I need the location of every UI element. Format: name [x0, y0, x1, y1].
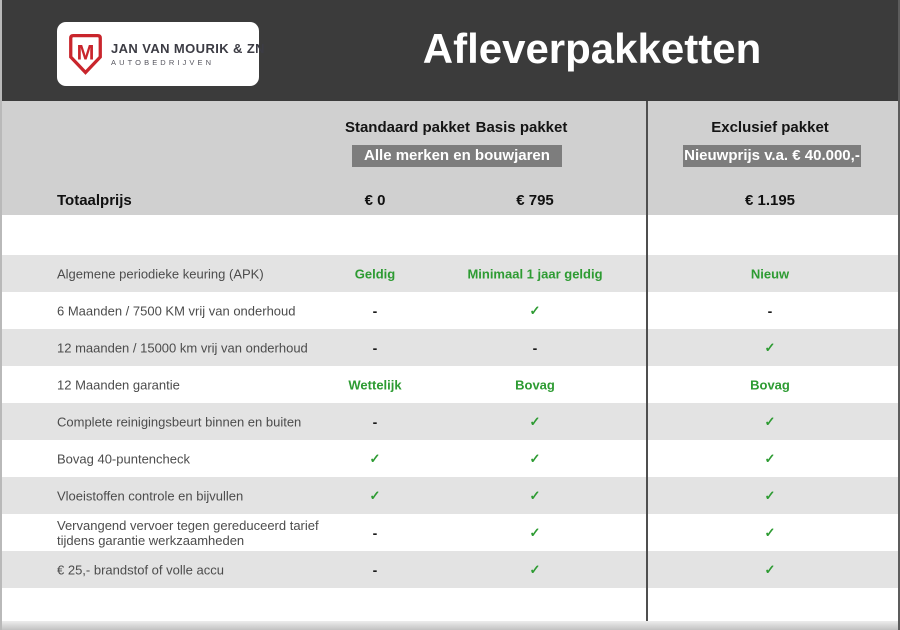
feature-label: Complete reinigingsbeurt binnen en buiten [57, 414, 302, 429]
value-standaard: - [372, 413, 378, 430]
logo-monogram: M [76, 39, 95, 64]
logo-shield-icon [69, 34, 102, 75]
company-logo [57, 22, 265, 86]
value-basis: Minimaal 1 jaar geldig [467, 266, 603, 281]
value-basis: ✓ [529, 302, 541, 318]
badge-alle-merken: Alle merken en bouwjaren [352, 145, 562, 167]
logo-subtitle: AUTOBEDRIJVEN [111, 58, 215, 67]
value-standaard: - [372, 524, 378, 541]
logo-text [111, 41, 265, 67]
value-exclusief: ✓ [764, 561, 776, 577]
total-price-standaard: € 0 [364, 192, 386, 209]
table-row [2, 403, 898, 440]
value-exclusief: Nieuw [750, 266, 790, 281]
value-standaard: Wettelijk [348, 377, 402, 392]
value-standaard: ✓ [369, 487, 381, 503]
value-basis: ✓ [529, 524, 541, 540]
value-basis: ✓ [529, 561, 541, 577]
table-row [2, 477, 898, 514]
feature-label: Bovag 40-puntencheck [57, 451, 190, 466]
value-standaard: - [372, 561, 378, 578]
column-header-basis-pakket: Basis pakket [475, 119, 568, 136]
bottom-strip [2, 621, 898, 630]
column-header-standaard-pakket: Standaard pakket [344, 119, 471, 136]
badge-nieuwprijs: Nieuwprijs v.a. € 40.000,- [683, 145, 861, 167]
value-basis: ✓ [529, 487, 541, 503]
feature-label: Algemene periodieke keuring (APK) [57, 266, 264, 281]
table-row [2, 292, 898, 329]
feature-label: 6 Maanden / 7500 KM vrij van onderhoud [57, 303, 296, 318]
value-basis: ✓ [529, 450, 541, 466]
total-price-basis: € 795 [516, 192, 554, 209]
table-row [2, 514, 898, 551]
header [2, 0, 898, 101]
feature-label: Vervangend vervoer tegen gereduceerd tarief tijdens garantie werkzaamheden [57, 517, 319, 548]
package-header-band [2, 101, 898, 215]
feature-label: 12 maanden / 15000 km vrij van onderhoud [57, 340, 308, 355]
feature-label: € 25,- brandstof of volle accu [57, 562, 224, 577]
value-exclusief: Bovag [750, 377, 790, 392]
table-row [2, 440, 898, 477]
value-standaard: ✓ [369, 450, 381, 466]
table-row [2, 255, 898, 292]
value-basis: Bovag [515, 377, 555, 392]
total-price-label: Totaalprijs [57, 192, 132, 209]
value-standaard: - [372, 302, 378, 319]
value-exclusief: - [767, 302, 773, 319]
logo-company-name: JAN VAN MOURIK & ZN [111, 41, 265, 56]
column-divider [646, 101, 648, 622]
feature-label: Vloeistoffen controle en bijvullen [57, 488, 244, 503]
column-header-exclusief-pakket: Exclusief pakket [711, 119, 829, 136]
value-exclusief: ✓ [764, 524, 776, 540]
table-row [2, 551, 898, 588]
table-row [2, 366, 898, 403]
feature-label: 12 Maanden garantie [57, 377, 180, 392]
value-basis: - [532, 339, 538, 356]
feature-table [2, 255, 898, 588]
value-exclusief: ✓ [764, 450, 776, 466]
value-basis: ✓ [529, 413, 541, 429]
total-price-exclusief: € 1.195 [744, 192, 796, 209]
table-row [2, 329, 898, 366]
page-title: Afleverpakketten [422, 25, 762, 72]
value-standaard: - [372, 339, 378, 356]
value-exclusief: ✓ [764, 413, 776, 429]
value-standaard: Geldig [354, 266, 396, 281]
value-exclusief: ✓ [764, 339, 776, 355]
value-exclusief: ✓ [764, 487, 776, 503]
